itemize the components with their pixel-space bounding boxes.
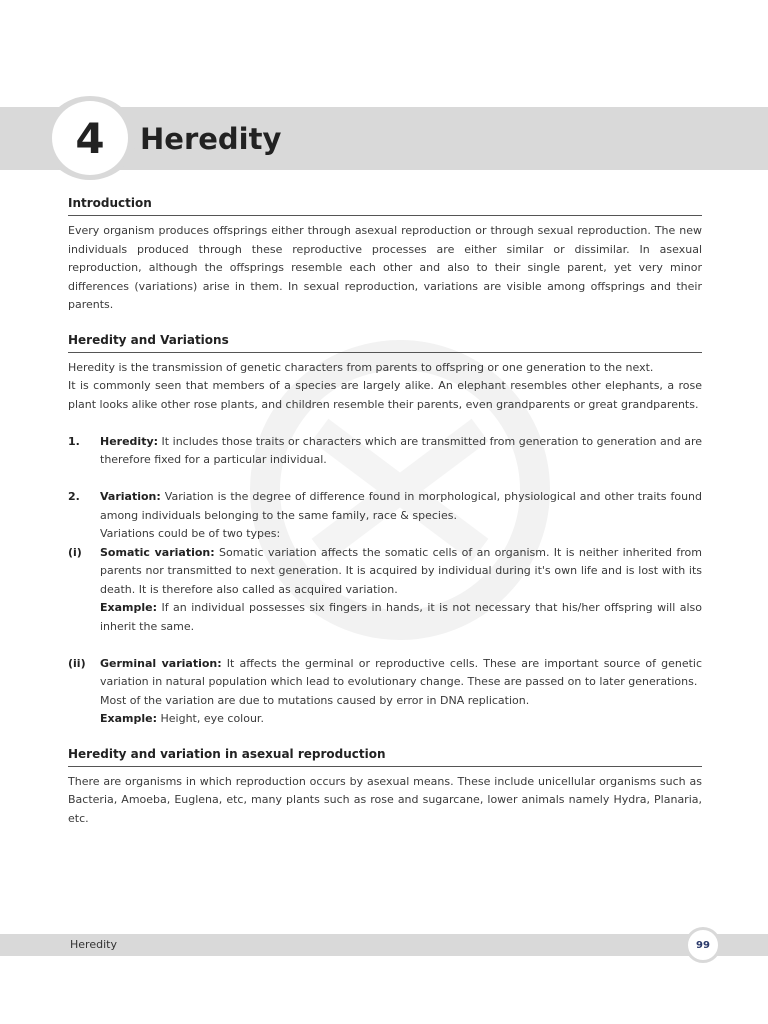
page-number: 99 [696, 939, 710, 951]
term-label: Germinal variation: [100, 656, 222, 670]
term-text: Variation is the degree of difference found in morphological, physiological and other traits found among individuals belonging to the same family, race & species. [100, 490, 702, 522]
example-label: Example: [100, 712, 157, 725]
example-label: Example: [100, 601, 157, 614]
paragraph: Heredity is the transmission of genetic characters from parents to offspring or one generation to the next. [68, 360, 654, 374]
example-line [100, 710, 702, 729]
example-line [100, 599, 702, 636]
example-text: Height, eye colour. [157, 712, 264, 725]
term-text: It affects the germinal or reproductive cells. These are important source of genetic variation in natural population which lead to evolutionary change. These are passed on to later generations. [100, 656, 703, 688]
paragraph: There are organisms in which reproduction occurs by asexual means. These include unicellular organisms such as Bacteria, Amoeba, Euglena, etc, many plants such as rose and sugarcane, lower animals namely Hydra, Planaria, etc. [68, 774, 702, 825]
list-number: 2. [68, 490, 80, 503]
term-text: Somatic variation affects the somatic cells of an organism. It is neither inherited from parents nor transmitted to next generation. It is acquired by individual during it's own life and is lost with its death. It is therefore also called as acquired variation. [100, 545, 702, 596]
list-number: (i) [68, 545, 82, 559]
section-heading: Heredity and Variations [68, 333, 702, 353]
term-label: Variation: [100, 490, 161, 503]
example-text: If an individual possesses six fingers in hands, it is not necessary that his/her offspring will also inherit the same. [100, 601, 702, 633]
page-content [68, 196, 702, 828]
section-heredity-variations [68, 333, 702, 729]
list-item-variation [68, 488, 702, 544]
section-asexual-reproduction [68, 747, 702, 829]
term-label: Heredity: [100, 434, 159, 448]
chapter-title: Heredity [140, 122, 282, 156]
paragraph: Every organism produces offsprings either through asexual reproduction or through sexual reproduction. The new individuals produced through these reproductive processes are either similar or dissimilar. In asexual reproduction, although the offsprings resemble each other and also to their single parent, yet very minor differences (variations) arise in them. In sexual reproduction, variations are visible among offsprings and their parents. [68, 224, 702, 311]
paragraph: It is commonly seen that members of a species are largely alike. An elephant resembles other elephants, a rose plant looks alike other rose plants, and children resemble their parents, even grandparents or great grandparents. [68, 379, 702, 411]
section-heading: Introduction [68, 196, 702, 216]
list-number: 1. [68, 434, 80, 448]
list-item-germinal-variation [68, 655, 702, 729]
list-item-heredity [68, 433, 702, 470]
chapter-number: 4 [75, 113, 105, 163]
section-heading: Heredity and variation in asexual reproduction [68, 747, 702, 767]
list-number: (ii) [68, 656, 86, 670]
footer-chapter-title: Heredity [70, 938, 117, 951]
variation-types-intro: Variations could be of two types: [100, 527, 281, 540]
list-item-somatic-variation [68, 544, 702, 637]
section-introduction [68, 196, 702, 315]
germinal-note: Most of the variation are due to mutations caused by error in DNA replication. [100, 693, 530, 707]
term-label: Somatic variation: [100, 545, 215, 559]
term-text: It includes those traits or characters which are transmitted from generation to generation and are therefore fixed for a particular individual. [100, 434, 702, 466]
